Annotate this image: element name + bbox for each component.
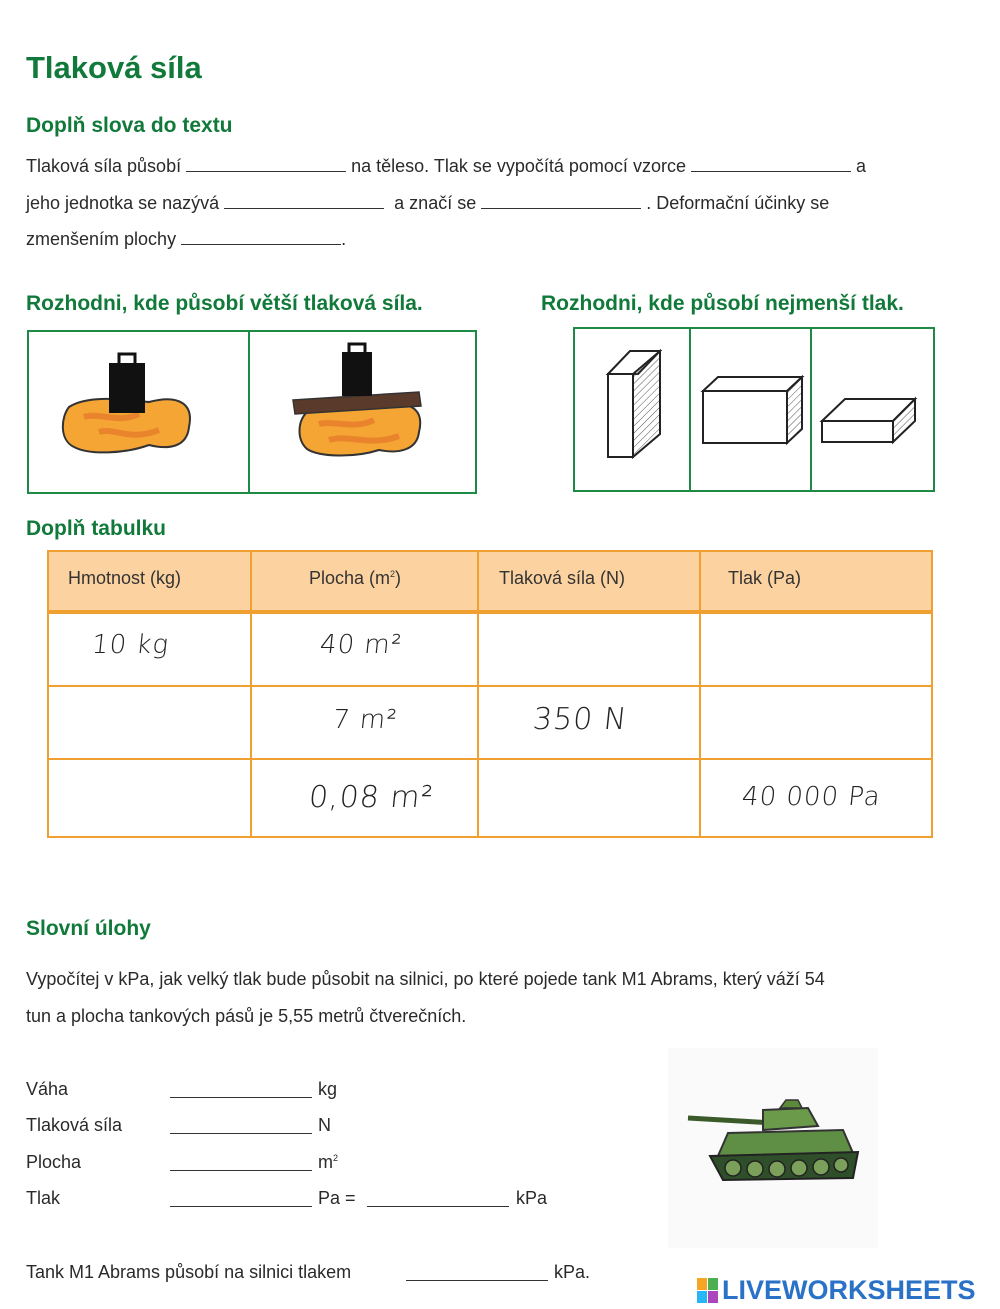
text-fragment: . Deformační účinky se — [646, 192, 830, 213]
pressure-choice-box — [573, 327, 935, 492]
force-unit: N — [318, 1115, 331, 1135]
block-illustrations — [575, 329, 933, 490]
answer-blank[interactable] — [691, 153, 851, 172]
option-block-flat[interactable] — [822, 399, 915, 442]
field-label-force: Tlaková síla — [26, 1115, 123, 1135]
cell-force-3-input[interactable] — [479, 760, 697, 836]
cell-mass-3-input[interactable] — [49, 760, 250, 836]
weight-unit: kg — [318, 1079, 338, 1099]
answer-blank[interactable] — [181, 226, 341, 245]
section-heading-fill-words: Doplň slova do textu — [26, 114, 233, 137]
force-illustrations — [29, 332, 475, 492]
cell-area-1: 40 m² — [318, 630, 404, 660]
text-fragment: . — [341, 229, 347, 249]
grid-line — [931, 550, 933, 838]
force-blank[interactable] — [170, 1133, 312, 1134]
text-fragment: jeho jednotka se nazývá — [26, 192, 220, 213]
option-weight-on-dough[interactable] — [63, 354, 190, 452]
cell-pressure-2-input[interactable] — [701, 687, 929, 758]
field-label-area: Plocha — [26, 1152, 82, 1172]
column-header-force: Tlaková síla (N) — [499, 568, 626, 588]
section-heading-pressure: Rozhodni, kde působí nejmenší tlak. — [541, 292, 904, 315]
conclusion-blank[interactable] — [406, 1280, 548, 1281]
cell-area-3: 0,08 m² — [307, 780, 436, 815]
text-fragment: a — [855, 156, 866, 176]
conclusion-text-b: kPa. — [554, 1262, 591, 1282]
liveworksheets-logo — [697, 1275, 976, 1306]
grid-line — [250, 550, 252, 838]
answer-blank[interactable] — [224, 190, 384, 209]
pressure-unit-kpa: kPa — [516, 1188, 548, 1208]
cell-mass-1: 10 kg — [90, 630, 171, 660]
area-unit: $m^2$ — [318, 1152, 339, 1172]
problem-line: tun a plocha tankových pásů je 5,55 metrů čtverečních. — [26, 1005, 467, 1026]
grid-line — [47, 836, 933, 838]
problem-line: Vypočítej v kPa, jak velký tlak bude působit na silnici, po které pojede tank M1 Abrams, který váží 54 — [26, 969, 825, 989]
cell-area-2: 7 m² — [331, 705, 400, 735]
option-block-side[interactable] — [703, 377, 802, 443]
tank-image — [668, 1048, 878, 1248]
cell-force-2: 350 N — [531, 702, 630, 737]
page-title: Tlaková síla — [26, 50, 202, 85]
column-header-area: Plocha $(m^2)$ — [309, 568, 402, 588]
section-heading-force: Rozhodni, kde působí větší tlaková síla. — [26, 292, 423, 315]
section-heading-word-problems: Slovní úlohy — [26, 917, 151, 940]
column-header-mass: Hmotnost (kg) — [68, 568, 182, 588]
answer-blank[interactable] — [481, 190, 641, 209]
text-fragment: na těleso. Tlak se vypočítá pomocí vzorce — [351, 156, 686, 176]
text-fragment: zmenšením plochy — [26, 229, 177, 249]
field-label-weight: Váha — [26, 1079, 69, 1099]
fill-text-paragraph — [26, 148, 966, 258]
cell-force-1-input[interactable] — [479, 614, 697, 685]
conclusion-text-a: Tank M1 Abrams působí na silnici tlakem — [26, 1262, 352, 1282]
pressure-pa-blank[interactable] — [170, 1206, 312, 1207]
field-label-pressure: Tlak — [26, 1188, 61, 1208]
text-fragment: Tlaková síla působí — [26, 156, 182, 176]
word-problem-text — [26, 961, 966, 1034]
pressure-unit-pa: Pa = — [318, 1188, 356, 1208]
logo-icon — [697, 1278, 718, 1303]
column-header-pressure: Tlak (Pa) — [728, 568, 802, 588]
cell-pressure-1-input[interactable] — [701, 614, 929, 685]
text-fragment: a značí se — [394, 192, 477, 213]
weight-blank[interactable] — [170, 1097, 312, 1098]
cell-pressure-3: 40 000 Pa — [740, 782, 883, 812]
pressure-kpa-blank[interactable] — [367, 1206, 509, 1207]
force-choice-box — [27, 330, 477, 494]
brand-text: LIVEWORKSHEETS — [722, 1275, 976, 1305]
option-weight-on-board[interactable] — [293, 344, 421, 456]
option-block-upright[interactable] — [608, 351, 660, 457]
answer-blank[interactable] — [186, 153, 346, 172]
area-blank[interactable] — [170, 1170, 312, 1171]
cell-mass-2-input[interactable] — [49, 687, 250, 758]
section-heading-table: Doplň tabulku — [26, 517, 166, 540]
pressure-table — [47, 550, 933, 838]
